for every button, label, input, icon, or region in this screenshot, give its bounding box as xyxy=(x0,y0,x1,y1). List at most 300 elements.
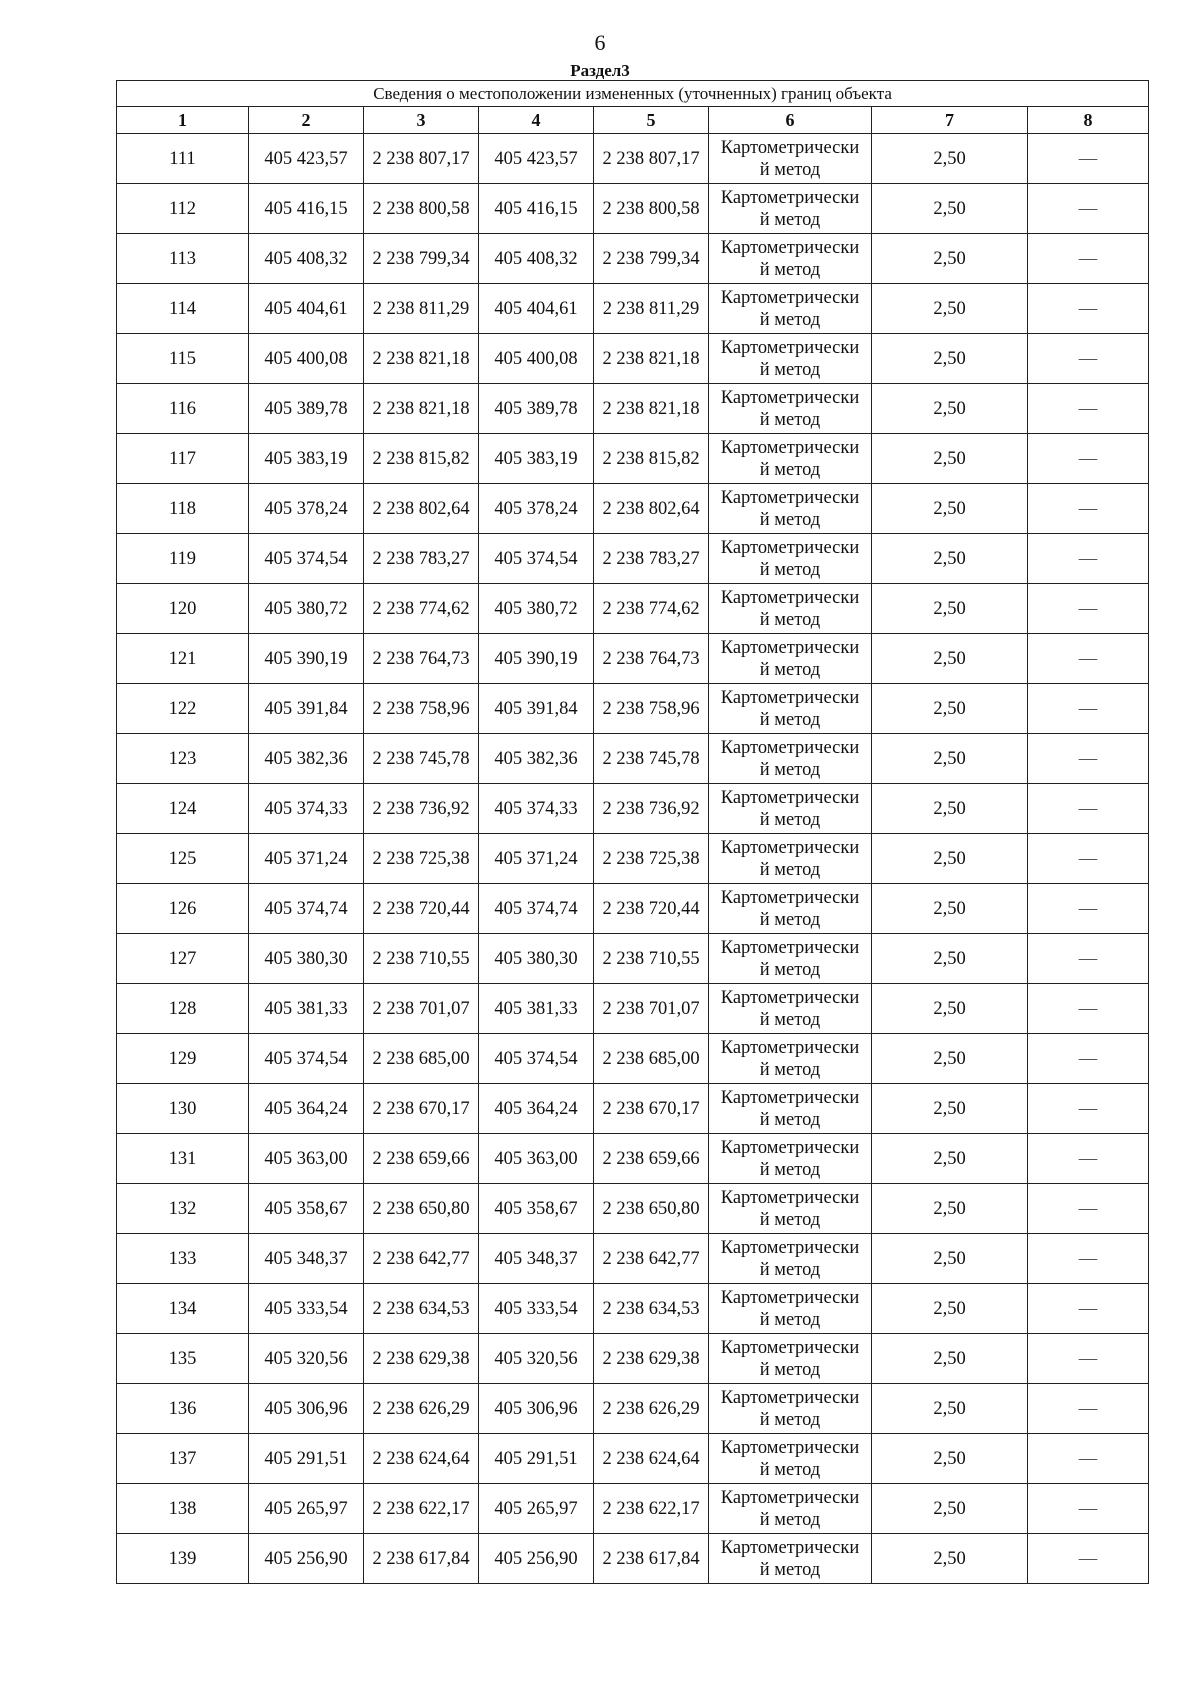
y-coordinate-cell: 2 238 650,80 xyxy=(594,1184,709,1234)
x-coordinate-cell: 405 265,97 xyxy=(249,1484,364,1534)
method-cell xyxy=(709,134,872,184)
accuracy-cell: 2,50 xyxy=(872,1134,1028,1184)
method-line-2: й метод xyxy=(759,709,821,730)
y-coordinate-cell: 2 238 764,73 xyxy=(594,634,709,684)
x-coordinate-cell: 405 391,84 xyxy=(249,684,364,734)
dash-cell: — xyxy=(1028,484,1149,534)
table-caption: Сведения о местоположении измененных (уточненных) границ объекта xyxy=(117,81,1149,107)
method-line-1: Картометрически xyxy=(720,1437,860,1458)
point-number-cell: 133 xyxy=(117,1234,249,1284)
accuracy-cell: 2,50 xyxy=(872,1484,1028,1534)
method-cell xyxy=(709,784,872,834)
method-cell xyxy=(709,384,872,434)
method-cell xyxy=(709,1484,872,1534)
method-cell xyxy=(709,1034,872,1084)
y-coordinate-cell: 2 238 800,58 xyxy=(594,184,709,234)
point-number-cell: 128 xyxy=(117,984,249,1034)
column-number-7: 7 xyxy=(872,107,1028,134)
y-coordinate-cell: 2 238 799,34 xyxy=(594,234,709,284)
table-row xyxy=(117,1384,1149,1434)
dash-cell: — xyxy=(1028,1534,1149,1584)
column-number-8: 8 xyxy=(1028,107,1149,134)
dash-cell: — xyxy=(1028,1284,1149,1334)
y-coordinate-cell: 2 238 629,38 xyxy=(364,1334,479,1384)
method-line-2: й метод xyxy=(759,159,821,180)
x-coordinate-cell: 405 364,24 xyxy=(249,1084,364,1134)
method-line-2: й метод xyxy=(759,1109,821,1130)
x-coordinate-cell: 405 400,08 xyxy=(479,334,594,384)
x-coordinate-cell: 405 374,33 xyxy=(479,784,594,834)
x-coordinate-cell: 405 389,78 xyxy=(479,384,594,434)
method-line-1: Картометрически xyxy=(720,1037,860,1058)
table-row xyxy=(117,584,1149,634)
y-coordinate-cell: 2 238 659,66 xyxy=(364,1134,479,1184)
method-cell xyxy=(709,1084,872,1134)
dash-cell: — xyxy=(1028,934,1149,984)
x-coordinate-cell: 405 374,74 xyxy=(479,884,594,934)
point-number-cell: 123 xyxy=(117,734,249,784)
x-coordinate-cell: 405 256,90 xyxy=(249,1534,364,1584)
method-cell xyxy=(709,1134,872,1184)
x-coordinate-cell: 405 381,33 xyxy=(249,984,364,1034)
y-coordinate-cell: 2 238 670,17 xyxy=(364,1084,479,1134)
method-line-1: Картометрически xyxy=(720,1337,860,1358)
method-line-2: й метод xyxy=(759,909,821,930)
method-cell xyxy=(709,984,872,1034)
method-line-1: Картометрически xyxy=(720,137,860,158)
table-row xyxy=(117,1234,1149,1284)
method-line-1: Картометрически xyxy=(720,537,860,558)
accuracy-cell: 2,50 xyxy=(872,584,1028,634)
method-line-2: й метод xyxy=(759,1009,821,1030)
y-coordinate-cell: 2 238 720,44 xyxy=(594,884,709,934)
y-coordinate-cell: 2 238 617,84 xyxy=(594,1534,709,1584)
x-coordinate-cell: 405 408,32 xyxy=(479,234,594,284)
y-coordinate-cell: 2 238 622,17 xyxy=(594,1484,709,1534)
table-row xyxy=(117,984,1149,1034)
x-coordinate-cell: 405 380,72 xyxy=(249,584,364,634)
method-line-1: Картометрически xyxy=(720,1287,860,1308)
y-coordinate-cell: 2 238 774,62 xyxy=(364,584,479,634)
table-row xyxy=(117,834,1149,884)
x-coordinate-cell: 405 306,96 xyxy=(249,1384,364,1434)
x-coordinate-cell: 405 374,54 xyxy=(249,534,364,584)
method-line-2: й метод xyxy=(759,959,821,980)
method-line-1: Картометрически xyxy=(720,637,860,658)
column-number-6: 6 xyxy=(709,107,872,134)
method-line-1: Картометрически xyxy=(720,187,860,208)
table-row xyxy=(117,134,1149,184)
point-number-cell: 126 xyxy=(117,884,249,934)
table-body xyxy=(117,134,1149,1584)
method-line-2: й метод xyxy=(759,609,821,630)
y-coordinate-cell: 2 238 800,58 xyxy=(364,184,479,234)
y-coordinate-cell: 2 238 624,64 xyxy=(364,1434,479,1484)
column-number-3: 3 xyxy=(364,107,479,134)
method-line-2: й метод xyxy=(759,459,821,480)
method-line-1: Картометрически xyxy=(720,487,860,508)
x-coordinate-cell: 405 382,36 xyxy=(249,734,364,784)
method-cell xyxy=(709,284,872,334)
method-cell xyxy=(709,1284,872,1334)
point-number-cell: 115 xyxy=(117,334,249,384)
y-coordinate-cell: 2 238 685,00 xyxy=(364,1034,479,1084)
y-coordinate-cell: 2 238 725,38 xyxy=(364,834,479,884)
table-row xyxy=(117,934,1149,984)
y-coordinate-cell: 2 238 701,07 xyxy=(364,984,479,1034)
y-coordinate-cell: 2 238 815,82 xyxy=(594,434,709,484)
dash-cell: — xyxy=(1028,1184,1149,1234)
x-coordinate-cell: 405 363,00 xyxy=(479,1134,594,1184)
method-line-2: й метод xyxy=(759,859,821,880)
dash-cell: — xyxy=(1028,1384,1149,1434)
table-row xyxy=(117,1484,1149,1534)
x-coordinate-cell: 405 348,37 xyxy=(249,1234,364,1284)
x-coordinate-cell: 405 291,51 xyxy=(479,1434,594,1484)
point-number-cell: 122 xyxy=(117,684,249,734)
accuracy-cell: 2,50 xyxy=(872,784,1028,834)
method-line-2: й метод xyxy=(759,1559,821,1580)
y-coordinate-cell: 2 238 821,18 xyxy=(594,384,709,434)
x-coordinate-cell: 405 348,37 xyxy=(479,1234,594,1284)
method-cell xyxy=(709,534,872,584)
y-coordinate-cell: 2 238 807,17 xyxy=(594,134,709,184)
method-line-2: й метод xyxy=(759,1159,821,1180)
y-coordinate-cell: 2 238 802,64 xyxy=(594,484,709,534)
x-coordinate-cell: 405 404,61 xyxy=(249,284,364,334)
table-row xyxy=(117,884,1149,934)
method-cell xyxy=(709,1534,872,1584)
x-coordinate-cell: 405 416,15 xyxy=(249,184,364,234)
x-coordinate-cell: 405 383,19 xyxy=(249,434,364,484)
y-coordinate-cell: 2 238 764,73 xyxy=(364,634,479,684)
x-coordinate-cell: 405 374,54 xyxy=(479,1034,594,1084)
column-number-5: 5 xyxy=(594,107,709,134)
y-coordinate-cell: 2 238 736,92 xyxy=(364,784,479,834)
method-line-1: Картометрически xyxy=(720,287,860,308)
method-cell xyxy=(709,1434,872,1484)
y-coordinate-cell: 2 238 758,96 xyxy=(594,684,709,734)
y-coordinate-cell: 2 238 659,66 xyxy=(594,1134,709,1184)
method-line-2: й метод xyxy=(759,759,821,780)
accuracy-cell: 2,50 xyxy=(872,884,1028,934)
dash-cell: — xyxy=(1028,834,1149,884)
method-cell xyxy=(709,1384,872,1434)
x-coordinate-cell: 405 380,72 xyxy=(479,584,594,634)
method-line-2: й метод xyxy=(759,1509,821,1530)
x-coordinate-cell: 405 358,67 xyxy=(479,1184,594,1234)
point-number-cell: 138 xyxy=(117,1484,249,1534)
column-number-4: 4 xyxy=(479,107,594,134)
dash-cell: — xyxy=(1028,684,1149,734)
method-line-1: Картометрически xyxy=(720,737,860,758)
method-line-2: й метод xyxy=(759,509,821,530)
table-row xyxy=(117,1434,1149,1484)
method-cell xyxy=(709,734,872,784)
method-cell xyxy=(709,434,872,484)
accuracy-cell: 2,50 xyxy=(872,234,1028,284)
x-coordinate-cell: 405 380,30 xyxy=(479,934,594,984)
point-number-cell: 127 xyxy=(117,934,249,984)
point-number-cell: 111 xyxy=(117,134,249,184)
y-coordinate-cell: 2 238 736,92 xyxy=(594,784,709,834)
table-row xyxy=(117,1534,1149,1584)
method-cell xyxy=(709,234,872,284)
method-line-1: Картометрически xyxy=(720,1537,860,1558)
y-coordinate-cell: 2 238 626,29 xyxy=(364,1384,479,1434)
dash-cell: — xyxy=(1028,984,1149,1034)
table-row xyxy=(117,684,1149,734)
x-coordinate-cell: 405 364,24 xyxy=(479,1084,594,1134)
x-coordinate-cell: 405 378,24 xyxy=(479,484,594,534)
accuracy-cell: 2,50 xyxy=(872,934,1028,984)
point-number-cell: 139 xyxy=(117,1534,249,1584)
method-line-2: й метод xyxy=(759,1359,821,1380)
accuracy-cell: 2,50 xyxy=(872,1384,1028,1434)
method-line-2: й метод xyxy=(759,1209,821,1230)
x-coordinate-cell: 405 416,15 xyxy=(479,184,594,234)
page-number: 6 xyxy=(594,30,606,55)
y-coordinate-cell: 2 238 642,77 xyxy=(594,1234,709,1284)
y-coordinate-cell: 2 238 799,34 xyxy=(364,234,479,284)
accuracy-cell: 2,50 xyxy=(872,434,1028,484)
y-coordinate-cell: 2 238 634,53 xyxy=(364,1284,479,1334)
method-cell xyxy=(709,834,872,884)
x-coordinate-cell: 405 371,24 xyxy=(479,834,594,884)
method-line-1: Картометрически xyxy=(720,237,860,258)
method-line-2: й метод xyxy=(759,1409,821,1430)
y-coordinate-cell: 2 238 774,62 xyxy=(594,584,709,634)
x-coordinate-cell: 405 383,19 xyxy=(479,434,594,484)
x-coordinate-cell: 405 408,32 xyxy=(249,234,364,284)
method-line-1: Картометрически xyxy=(720,1137,860,1158)
method-cell xyxy=(709,184,872,234)
y-coordinate-cell: 2 238 821,18 xyxy=(364,384,479,434)
dash-cell: — xyxy=(1028,634,1149,684)
dash-cell: — xyxy=(1028,784,1149,834)
x-coordinate-cell: 405 400,08 xyxy=(249,334,364,384)
dash-cell: — xyxy=(1028,284,1149,334)
dash-cell: — xyxy=(1028,734,1149,784)
method-line-2: й метод xyxy=(759,559,821,580)
x-coordinate-cell: 405 256,90 xyxy=(479,1534,594,1584)
method-line-1: Картометрически xyxy=(720,437,860,458)
table-row xyxy=(117,234,1149,284)
dash-cell: — xyxy=(1028,1484,1149,1534)
method-line-2: й метод xyxy=(759,359,821,380)
y-coordinate-cell: 2 238 626,29 xyxy=(594,1384,709,1434)
y-coordinate-cell: 2 238 783,27 xyxy=(364,534,479,584)
accuracy-cell: 2,50 xyxy=(872,184,1028,234)
method-cell xyxy=(709,584,872,634)
x-coordinate-cell: 405 333,54 xyxy=(249,1284,364,1334)
table-row xyxy=(117,1134,1149,1184)
accuracy-cell: 2,50 xyxy=(872,1034,1028,1084)
accuracy-cell: 2,50 xyxy=(872,834,1028,884)
y-coordinate-cell: 2 238 745,78 xyxy=(594,734,709,784)
accuracy-cell: 2,50 xyxy=(872,534,1028,584)
point-number-cell: 131 xyxy=(117,1134,249,1184)
point-number-cell: 135 xyxy=(117,1334,249,1384)
method-line-1: Картометрически xyxy=(720,937,860,958)
method-cell xyxy=(709,934,872,984)
point-number-cell: 137 xyxy=(117,1434,249,1484)
point-number-cell: 121 xyxy=(117,634,249,684)
dash-cell: — xyxy=(1028,884,1149,934)
x-coordinate-cell: 405 363,00 xyxy=(249,1134,364,1184)
point-number-cell: 132 xyxy=(117,1184,249,1234)
table-row xyxy=(117,384,1149,434)
point-number-cell: 130 xyxy=(117,1084,249,1134)
y-coordinate-cell: 2 238 725,38 xyxy=(594,834,709,884)
point-number-cell: 129 xyxy=(117,1034,249,1084)
method-line-2: й метод xyxy=(759,1059,821,1080)
y-coordinate-cell: 2 238 720,44 xyxy=(364,884,479,934)
x-coordinate-cell: 405 423,57 xyxy=(479,134,594,184)
method-line-1: Картометрически xyxy=(720,837,860,858)
point-number-cell: 120 xyxy=(117,584,249,634)
method-line-2: й метод xyxy=(759,409,821,430)
table-row xyxy=(117,634,1149,684)
table-row xyxy=(117,1084,1149,1134)
y-coordinate-cell: 2 238 745,78 xyxy=(364,734,479,784)
method-cell xyxy=(709,1184,872,1234)
method-line-2: й метод xyxy=(759,1309,821,1330)
method-cell xyxy=(709,484,872,534)
method-line-1: Картометрически xyxy=(720,987,860,1008)
x-coordinate-cell: 405 380,30 xyxy=(249,934,364,984)
point-number-cell: 116 xyxy=(117,384,249,434)
y-coordinate-cell: 2 238 807,17 xyxy=(364,134,479,184)
method-line-2: й метод xyxy=(759,209,821,230)
accuracy-cell: 2,50 xyxy=(872,484,1028,534)
x-coordinate-cell: 405 423,57 xyxy=(249,134,364,184)
x-coordinate-cell: 405 389,78 xyxy=(249,384,364,434)
dash-cell: — xyxy=(1028,534,1149,584)
accuracy-cell: 2,50 xyxy=(872,384,1028,434)
dash-cell: — xyxy=(1028,384,1149,434)
accuracy-cell: 2,50 xyxy=(872,634,1028,684)
dash-cell: — xyxy=(1028,1134,1149,1184)
point-number-cell: 136 xyxy=(117,1384,249,1434)
column-number-row xyxy=(117,107,1149,134)
y-coordinate-cell: 2 238 710,55 xyxy=(364,934,479,984)
x-coordinate-cell: 405 320,56 xyxy=(249,1334,364,1384)
table-row xyxy=(117,534,1149,584)
dash-cell: — xyxy=(1028,1434,1149,1484)
method-line-1: Картометрически xyxy=(720,1387,860,1408)
accuracy-cell: 2,50 xyxy=(872,1084,1028,1134)
x-coordinate-cell: 405 378,24 xyxy=(249,484,364,534)
method-line-2: й метод xyxy=(759,309,821,330)
method-line-1: Картометрически xyxy=(720,1237,860,1258)
dash-cell: — xyxy=(1028,234,1149,284)
y-coordinate-cell: 2 238 617,84 xyxy=(364,1534,479,1584)
table-row xyxy=(117,784,1149,834)
dash-cell: — xyxy=(1028,334,1149,384)
table-row xyxy=(117,1034,1149,1084)
dash-cell: — xyxy=(1028,1084,1149,1134)
x-coordinate-cell: 405 390,19 xyxy=(479,634,594,684)
table-row xyxy=(117,1334,1149,1384)
x-coordinate-cell: 405 382,36 xyxy=(479,734,594,784)
accuracy-cell: 2,50 xyxy=(872,1434,1028,1484)
y-coordinate-cell: 2 238 634,53 xyxy=(594,1284,709,1334)
method-line-1: Картометрически xyxy=(720,387,860,408)
point-number-cell: 134 xyxy=(117,1284,249,1334)
table-row xyxy=(117,484,1149,534)
coordinates-table xyxy=(116,80,1149,1584)
dash-cell: — xyxy=(1028,184,1149,234)
y-coordinate-cell: 2 238 783,27 xyxy=(594,534,709,584)
accuracy-cell: 2,50 xyxy=(872,1534,1028,1584)
section-title: Раздел3 xyxy=(570,61,630,80)
y-coordinate-cell: 2 238 685,00 xyxy=(594,1034,709,1084)
point-number-cell: 125 xyxy=(117,834,249,884)
y-coordinate-cell: 2 238 642,77 xyxy=(364,1234,479,1284)
x-coordinate-cell: 405 306,96 xyxy=(479,1384,594,1434)
x-coordinate-cell: 405 390,19 xyxy=(249,634,364,684)
accuracy-cell: 2,50 xyxy=(872,984,1028,1034)
method-line-2: й метод xyxy=(759,809,821,830)
x-coordinate-cell: 405 265,97 xyxy=(479,1484,594,1534)
dash-cell: — xyxy=(1028,584,1149,634)
y-coordinate-cell: 2 238 802,64 xyxy=(364,484,479,534)
accuracy-cell: 2,50 xyxy=(872,734,1028,784)
accuracy-cell: 2,50 xyxy=(872,134,1028,184)
x-coordinate-cell: 405 374,54 xyxy=(249,1034,364,1084)
y-coordinate-cell: 2 238 650,80 xyxy=(364,1184,479,1234)
x-coordinate-cell: 405 333,54 xyxy=(479,1284,594,1334)
accuracy-cell: 2,50 xyxy=(872,284,1028,334)
x-coordinate-cell: 405 358,67 xyxy=(249,1184,364,1234)
point-number-cell: 113 xyxy=(117,234,249,284)
table-row xyxy=(117,284,1149,334)
point-number-cell: 114 xyxy=(117,284,249,334)
table-row xyxy=(117,434,1149,484)
x-coordinate-cell: 405 374,54 xyxy=(479,534,594,584)
y-coordinate-cell: 2 238 710,55 xyxy=(594,934,709,984)
table-row xyxy=(117,734,1149,784)
accuracy-cell: 2,50 xyxy=(872,334,1028,384)
accuracy-cell: 2,50 xyxy=(872,1284,1028,1334)
method-cell xyxy=(709,334,872,384)
dash-cell: — xyxy=(1028,1334,1149,1384)
accuracy-cell: 2,50 xyxy=(872,1334,1028,1384)
method-line-2: й метод xyxy=(759,1259,821,1280)
x-coordinate-cell: 405 374,74 xyxy=(249,884,364,934)
method-line-1: Картометрически xyxy=(720,787,860,808)
x-coordinate-cell: 405 374,33 xyxy=(249,784,364,834)
method-line-1: Картометрически xyxy=(720,587,860,608)
y-coordinate-cell: 2 238 821,18 xyxy=(594,334,709,384)
dash-cell: — xyxy=(1028,1234,1149,1284)
point-number-cell: 118 xyxy=(117,484,249,534)
x-coordinate-cell: 405 381,33 xyxy=(479,984,594,1034)
method-line-1: Картометрически xyxy=(720,1087,860,1108)
method-cell xyxy=(709,1234,872,1284)
table-row xyxy=(117,1284,1149,1334)
x-coordinate-cell: 405 391,84 xyxy=(479,684,594,734)
method-line-1: Картометрически xyxy=(720,337,860,358)
y-coordinate-cell: 2 238 624,64 xyxy=(594,1434,709,1484)
method-line-1: Картометрически xyxy=(720,1487,860,1508)
y-coordinate-cell: 2 238 758,96 xyxy=(364,684,479,734)
point-number-cell: 119 xyxy=(117,534,249,584)
method-cell xyxy=(709,884,872,934)
column-number-1: 1 xyxy=(117,107,249,134)
table-row xyxy=(117,334,1149,384)
